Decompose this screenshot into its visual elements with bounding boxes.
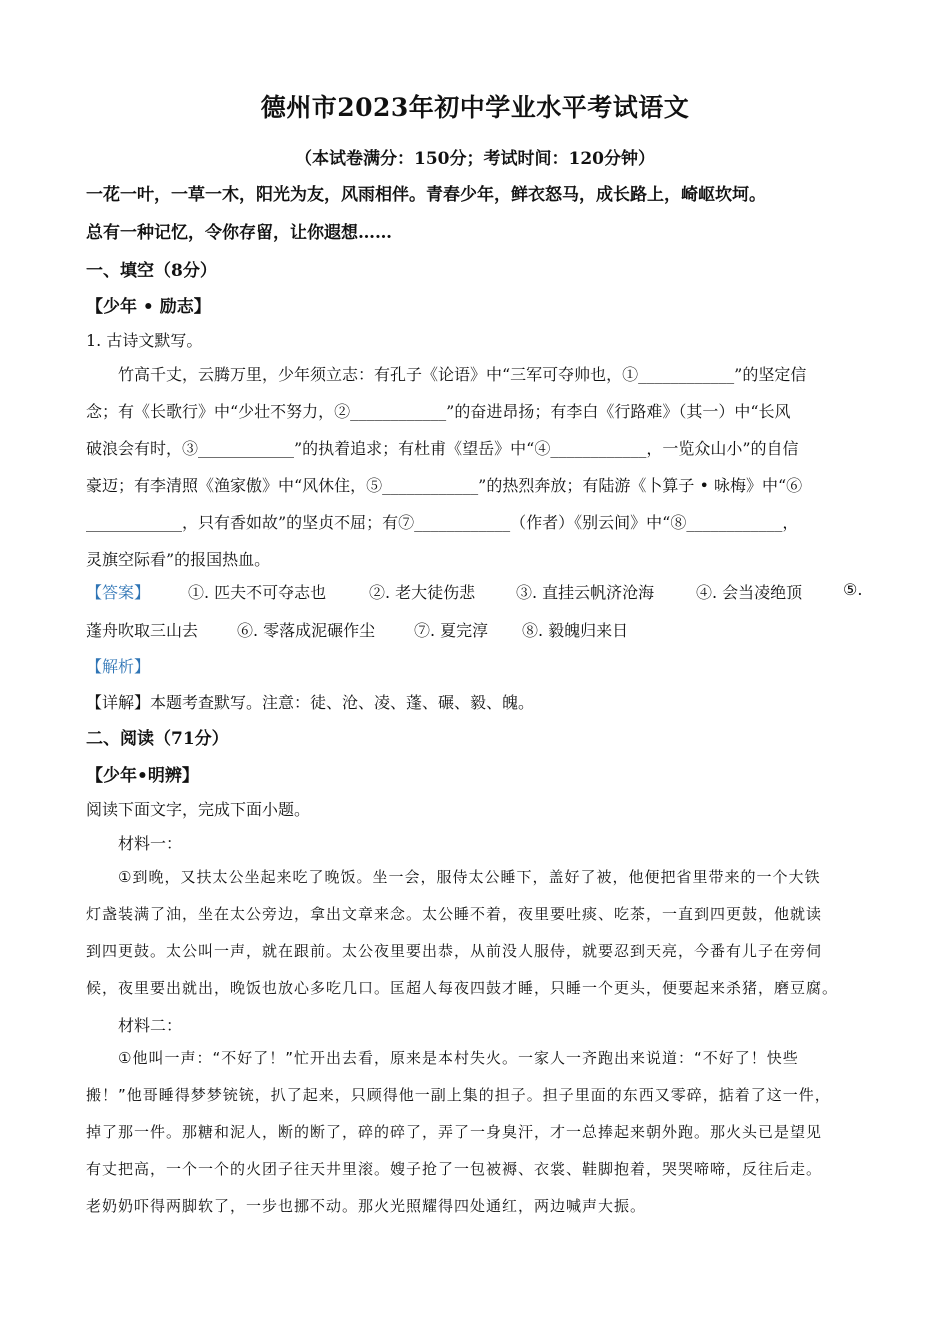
material1-line: ①到晚，又扶太公坐起来吃了晚饭。坐一会，服侍太公睡下，盖好了被，他便把省里带来的一个大铁 (118, 868, 821, 886)
material2-line: ①他叫一声：“不好了！”忙开出去看，原来是本村失火。一家人一齐跑出来说道：“不好了！快些 (118, 1049, 799, 1067)
material1-line: 候，夜里要出就出，晚饭也放心多吃几口。匡超人每夜四鼓才睡，只睡一个更头，便要起来杀猪，磨豆腐。 (86, 979, 839, 997)
answer-item: ⑦. 夏完淳 (414, 621, 489, 640)
reading-instruction: 阅读下面文字，完成下面小题。 (86, 800, 311, 819)
page-title: 德州市2023年初中学业水平考试语文 (260, 93, 690, 122)
section1-heading: 一、填空（8分） (86, 261, 217, 281)
material2-line: 有丈把高，一个一个的火团子往天井里滚。嫂子抢了一包被褥、衣裳、鞋脚抱着，哭哭啼啼，反往后走。 (86, 1160, 823, 1178)
section2-heading: 二、阅读（71分） (86, 729, 229, 749)
exam-info: （本试卷满分：150分；考试时间：120分钟） (295, 149, 655, 169)
material1-line: 灯盏装满了油，坐在太公旁边，拿出文章来念。太公睡不着，夜里要吐痰、吃茶，一直到四更鼓，他就读 (86, 905, 823, 923)
intro-line-1: 一花一叶，一草一木，阳光为友，风雨相伴。青春少年，鲜衣怒马，成长路上，崎岖坎坷。 (86, 185, 766, 205)
answer-item: 蓬舟吹取三山去 (86, 621, 199, 640)
passage-line: 豪迈；有李清照《渔家傲》中“风休住，⑤____________”的热烈奔放；有陆游《卜算子 • 咏梅》中“⑥ (86, 476, 803, 495)
passage-line: 灵旗空际看”的报国热血。 (86, 550, 271, 569)
answer-item: ①. 匹夫不可夺志也 (188, 583, 327, 602)
answer-label: 【答案】 (86, 583, 151, 602)
material1-label: 材料一： (118, 834, 183, 853)
answer-item: ⑤. (843, 580, 863, 599)
material2-line: 搬！”他哥睡得梦梦铳铳，扒了起来，只顾得他一副上集的担子。担子里面的东西又零碎，掂着了这一件， (86, 1086, 831, 1104)
section2-topic: 【少年•明辨】 (86, 766, 199, 786)
answer-item: ②. 老大徒伤悲 (369, 583, 476, 602)
material2-line: 掉了那一件。那糖和泥人，断的断了，碎的碎了，弄了一身臭汗，才一总捧起来朝外跑。那火头已是望见 (86, 1123, 823, 1141)
analysis-label: 【解析】 (86, 657, 151, 676)
answer-item: ③. 直挂云帆济沧海 (516, 583, 655, 602)
passage-line: 破浪会有时，③____________”的执着追求；有杜甫《望岳》中“④____________，一览众山小”的自信 (86, 439, 799, 458)
intro-line-2: 总有一种记忆，令你存留，让你遐想…… (86, 223, 392, 243)
passage-line: 竹高千丈，云腾万里，少年须立志：有孔子《论语》中“三军可夺帅也，①____________”的坚定信 (118, 365, 807, 384)
detail-text: 【详解】本题考查默写。注意：徒、沧、凌、蓬、碾、毅、魄。 (86, 693, 535, 712)
question-1: 1. 古诗文默写。 (86, 331, 203, 350)
material2-line: 老奶奶吓得两脚软了，一步也挪不动。那火光照耀得四处通红，两边喊声大振。 (86, 1197, 647, 1215)
passage-line: ____________，只有香如故”的坚贞不屈；有⑦____________（作者）《别云间》中“⑧____________， (86, 513, 799, 532)
answer-item: ⑥. 零落成泥碾作尘 (237, 621, 376, 640)
passage-line: 念；有《长歌行》中“少壮不努力，②____________”的奋进昂扬；有李白《行路难》（其一）中“长风 (86, 402, 791, 421)
answer-item: ⑧. 毅魄归来日 (522, 621, 629, 640)
material1-line: 到四更鼓。太公叫一声，就在跟前。太公夜里要出恭，从前没人服侍，就要忍到天亮，今番有儿子在旁伺 (86, 942, 823, 960)
material2-label: 材料二： (118, 1016, 183, 1035)
answer-item: ④. 会当凌绝顶 (696, 583, 803, 602)
section1-topic: 【少年 • 励志】 (86, 297, 211, 317)
